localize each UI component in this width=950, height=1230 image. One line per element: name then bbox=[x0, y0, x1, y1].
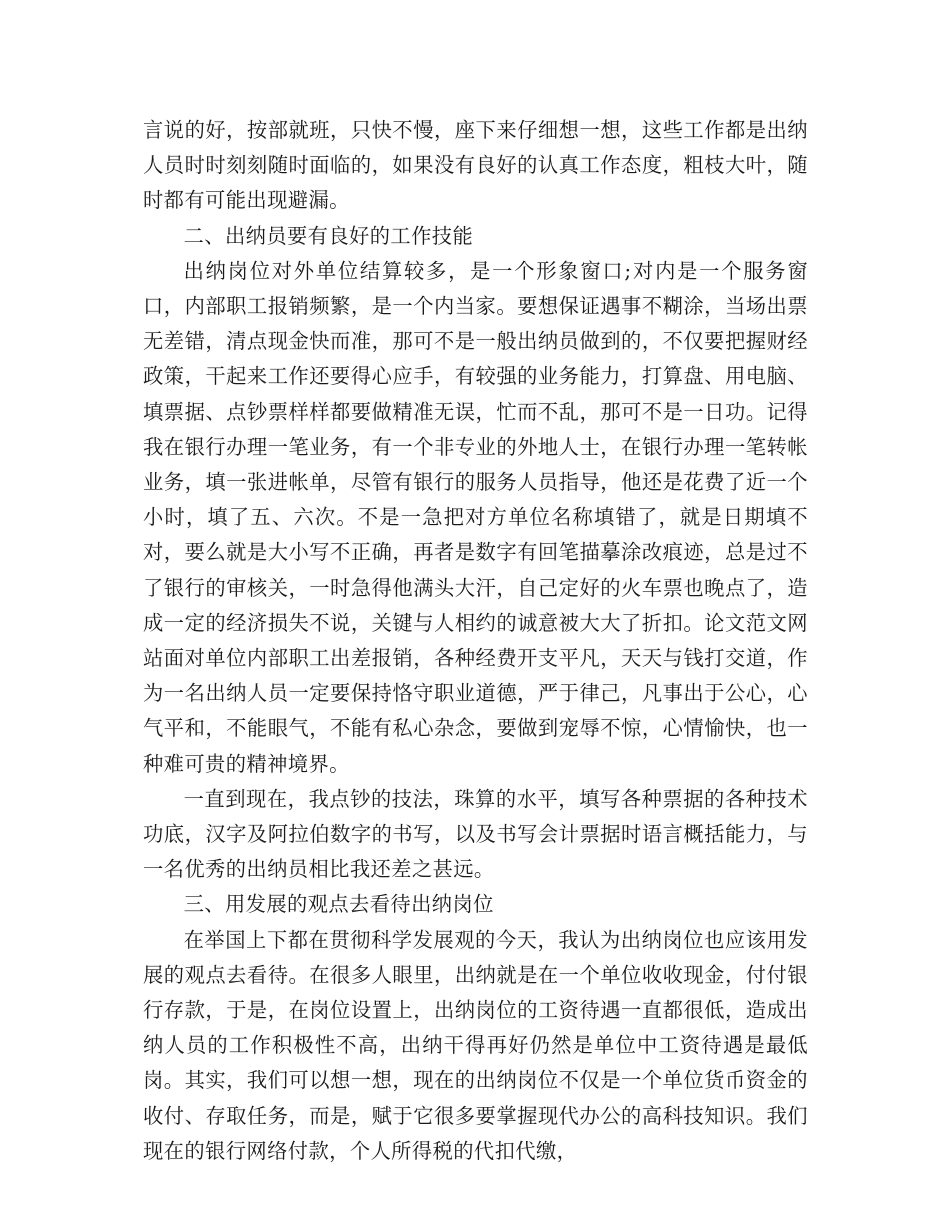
paragraph-work-skills: 出纳岗位对外单位结算较多，是一个形象窗口;对内是一个服务窗口，内部职工报销频繁，是一个内当家。要想保证遇事不糊涂，当场出票无差错，清点现金快而准，那可不是一般出纳员做到的，不仅要把握财经政策，干起来工作还要得心应手，有较强的业务能力，打算盘、用电脑、填票据、点钞票样样都要做精准无误，忙而不乱，那可不是一日功。记得我在银行办理一笔业务，有一个非专业的外地人士，在银行办理一笔转帐业务，填一张进帐单，尽管有银行的服务人员指导，他还是花费了近一个小时，填了五、六次。不是一急把对方单位名称填错了，就是日期填不对，要么就是大小写不正确，再者是数字有回笔描摹涂改痕迹，总是过不了银行的审核关，一时急得他满头大汗，自己定好的火车票也晚点了，造成一定的经济损失不说，关键与人相约的诚意被大大了折扣。论文范文网站面对单位内部职工出差报销，各种经费开支平凡，天天与钱打交道，作为一名出纳人员一定要保持恪守职业道德，严于律己，凡事出于公心，心气平和，不能眼气，不能有私心杂念，要做到宠辱不惊，心情愉快，也一种难可贵的精神境界。 bbox=[143, 258, 808, 776]
section-heading-two: 二、出纳员要有良好的工作技能 bbox=[183, 223, 474, 248]
paragraph-continuation: 言说的好，按部就班，只快不慢，座下来仔细想一想，这些工作都是出纳人员时时刻刻随时面临的，如果没有良好的认真工作态度，粗枝大叶，随时都有可能出现避漏。 bbox=[143, 118, 808, 213]
section-heading-three: 三、用发展的观点去看待出纳岗位 bbox=[183, 892, 494, 917]
document-body bbox=[143, 113, 808, 1169]
paragraph-development-view: 在举国上下都在贯彻科学发展观的今天，我认为出纳岗位也应该用发展的观点去看待。在很多人眼里，出纳就是在一个单位收收现金，付付银行存款，于是，在岗位设置上，出纳岗位的工资待遇一直都很低，造成出纳人员的工作积极性不高，出纳干得再好仍然是单位中工资待遇是最低岗。其实，我们可以想一想，现在的出纳岗位不仅是一个单位货币资金的收付、存取任务，而是，赋于它很多要掌握现代办公的高科技知识。我们现在的银行网络付款，个人所得税的代扣代缴， bbox=[143, 927, 808, 1163]
paragraph-self-assessment: 一直到现在，我点钞的技法，珠算的水平，填写各种票据的各种技术功底，汉字及阿拉伯数字的书写，以及书写会计票据时语言概括能力，与一名优秀的出纳员相比我还差之甚远。 bbox=[143, 786, 808, 882]
